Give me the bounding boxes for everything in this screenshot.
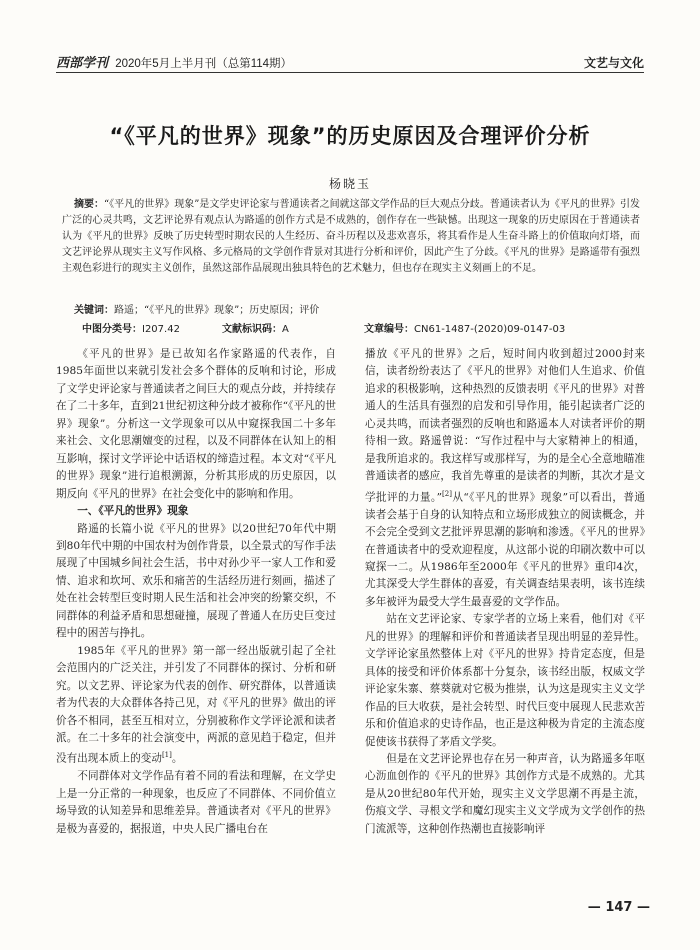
doc-code-field xyxy=(222,320,289,335)
article-no-field xyxy=(364,320,565,335)
abstract-label: 摘要： xyxy=(74,199,105,210)
issue-info: 2020年5月上半月刊（总第114期） xyxy=(115,58,293,70)
paragraph: 路遥的长篇小说《平凡的世界》以20世纪70年代中期到80年代中期的中国农村为创作背景，以全景式的写作手法展现了中国城乡间社会生活，书中对孙少平一家人工作和爱情、追求和坎坷、欢乐和痛苦的生活经历进行刻画，描述了处在社会转型巨变时期人民生活和社会冲突的纷繁交织，不同群体的利益矛盾和思想碰撞，展现了普通人在历史巨变过程中的困苦与挣扎。 xyxy=(56,522,336,640)
paragraph xyxy=(56,643,336,769)
author-name: 杨晓玉 xyxy=(328,177,371,191)
paragraph-text: 1985年《平凡的世界》第一部一经出版就引起了全社会范围内的广泛关注，并引发了不同群体的探讨、分析和研究。以文艺界、评论家为代表的创作、研究群体，以普通读者为代表的大众群体各持己见，对《平凡的世界》做出的评价各不相同，甚至互相对立，分别被称作文学评论派和读者派。在二十多年的社会演变中，两派的意见趋于稳定，但并没有出现本质上的变动 xyxy=(56,644,336,765)
article-title: “《平凡的世界》现象”的历史原因及合理评价分析 xyxy=(109,124,591,148)
paragraph: 站在文艺评论家、专家学者的立场上来看，他们对《平凡的世界》的理解和评价和普通读者呈现出明显的差异性。文学评论家虽然整体上对《平凡的世界》持肯定态度，但是具体的接受和评价体系都十分复杂，该书经出版，权威文学评论家朱寨、蔡葵就对它极为推崇，认为这是现实主义文学作品的巨大收获，是社会转型、时代巨变中展现人民悲欢苦乐和价值追求的史诗作品，也正是这种极为肯定的主流态度促使该书获得了茅盾文学奖。 xyxy=(365,613,645,748)
clc-field xyxy=(82,320,180,335)
paragraph xyxy=(365,346,645,611)
journal-info xyxy=(56,52,292,71)
doc-code-label: 文献标识码： xyxy=(222,324,282,335)
keywords-label: 关键词： xyxy=(74,305,114,316)
clc-value: I207.42 xyxy=(142,324,180,335)
abstract-text: “《平凡的世界》现象”是文学史评论家与普通读者之间就这部文学作品的巨大观点分歧。普通读者认为《平凡的世界》引发广泛的心灵共鸣，文艺评论界有观点认为路遥的创作方式是不成熟的，创作存在一些缺憾。出现这一现象的历史原因在于普通读者认为《平凡的世界》反映了历史转型时期农民的人生经历、奋斗历程以及悲欢喜乐，将其看作是人生奋斗路上的价值取向灯塔，而文艺评论界从现实主义写作风格、多元格局的文学创作背景对其进行分析和评价，因此产生了分歧。《平凡的世界》是路遥带有强烈主观色彩进行的现实主义创作，虽然这部作品展现出独具特色的艺术魅力，但也存在现实主义刻画上的不足。 xyxy=(62,199,640,274)
abstract xyxy=(62,197,640,277)
page-number: — 147 — xyxy=(587,900,650,915)
journal-logo: 西部学刊 xyxy=(56,55,109,70)
article-no-value: CN61-1487-(2020)09-0147-03 xyxy=(414,324,566,335)
citation-ref: [1] xyxy=(161,751,172,760)
paragraph-text: 从“《平凡的世界》现象”可以看出，普通读者会基于自身的认知特点和立场形成独立的阅读概念，并不会完全受到文艺批评界思潮的影响和渗透。《平凡的世界》在普通读者中的受欢迎程度，从这部小说的印刷次数中可以窥探一二。从1986年至2000年《平凡的世界》重印4次，尤其深受大学生群体的喜爱，有关调查结果表明，该书连续多年被评为最受大学生最喜爱的文学作品。 xyxy=(365,491,645,608)
running-header xyxy=(56,50,644,73)
section-heading: 一、《平凡的世界》现象 xyxy=(77,505,189,518)
paragraph: 《平凡的世界》是已故知名作家路遥的代表作，自1985年面世以来就引发社会多个群体的反响和讨论，形成了文学史评论家与普通读者之间巨大的观点分歧，并持续存在了二十多年，直到21世纪初这种分歧才被称作“《平凡的世界》现象”。分析这一文学现象可以从中窥探我国二十多年来社会、文化思潮嬗变的过程，以及不同群体在认知上的相互影响，探讨文学评论中话语权的缔造过程。本文对“《平凡的世界》现象”进行追根溯源，分析其形成的历史原因，以期反向《平凡的世界》在社会变化中的影响和作用。 xyxy=(56,348,336,500)
doc-code-value: A xyxy=(282,324,289,335)
paragraph: 但是在文艺评论界也存在另一种声音，认为路遥多年呕心沥血创作的《平凡的世界》其创作方式是不成熟的。尤其是从20世纪80年代开始，现实主义文学思潮不再是主流，伤痕文学、寻根文学和魔幻现实主义文学成为文学创作的热门流派等，这种创作热潮也直接影响评 xyxy=(365,752,645,835)
section-name: 文艺与文化 xyxy=(583,56,644,70)
right-column xyxy=(365,346,645,838)
paragraph-text: 播放《平凡的世界》之后，短时间内收到超过2000封来信，读者纷纷表达了《平凡的世界》对他们人生追求、价值追求的积极影响，这种热烈的反馈表明《平凡的世界》对普通人的生活具有强烈的启发和引导作用，能引起读者广泛的心灵共鸣，而读者强烈的反响也和路遥本人对读者评价的期待相一致。路遥曾说：“写作过程中与大家精神上的相通，是我所追求的。我这样写或那样写，为的是全心全意地瞄准普通读者的感应，我首先尊重的是读者的判断，其次才是文学批评的力量。” xyxy=(365,348,645,504)
clc-label: 中图分类号： xyxy=(82,324,142,335)
left-column xyxy=(56,346,336,838)
paragraph-text: 。 xyxy=(171,752,183,765)
article-no-label: 文章编号： xyxy=(364,324,414,335)
citation-ref: [2] xyxy=(442,489,452,498)
keywords xyxy=(74,301,640,316)
keywords-text: 路遥；“《平凡的世界》现象”；历史原因；评价 xyxy=(114,305,320,316)
paragraph: 不同群体对文学作品有着不同的看法和理解，在文学史上是一分正常的一种现象，也反应了不同群体、不同价值立场导致的认知差异和思维差异。普通读者对《平凡的世界》是极为喜爱的，据报道，中央人民广播电台在 xyxy=(56,770,336,835)
